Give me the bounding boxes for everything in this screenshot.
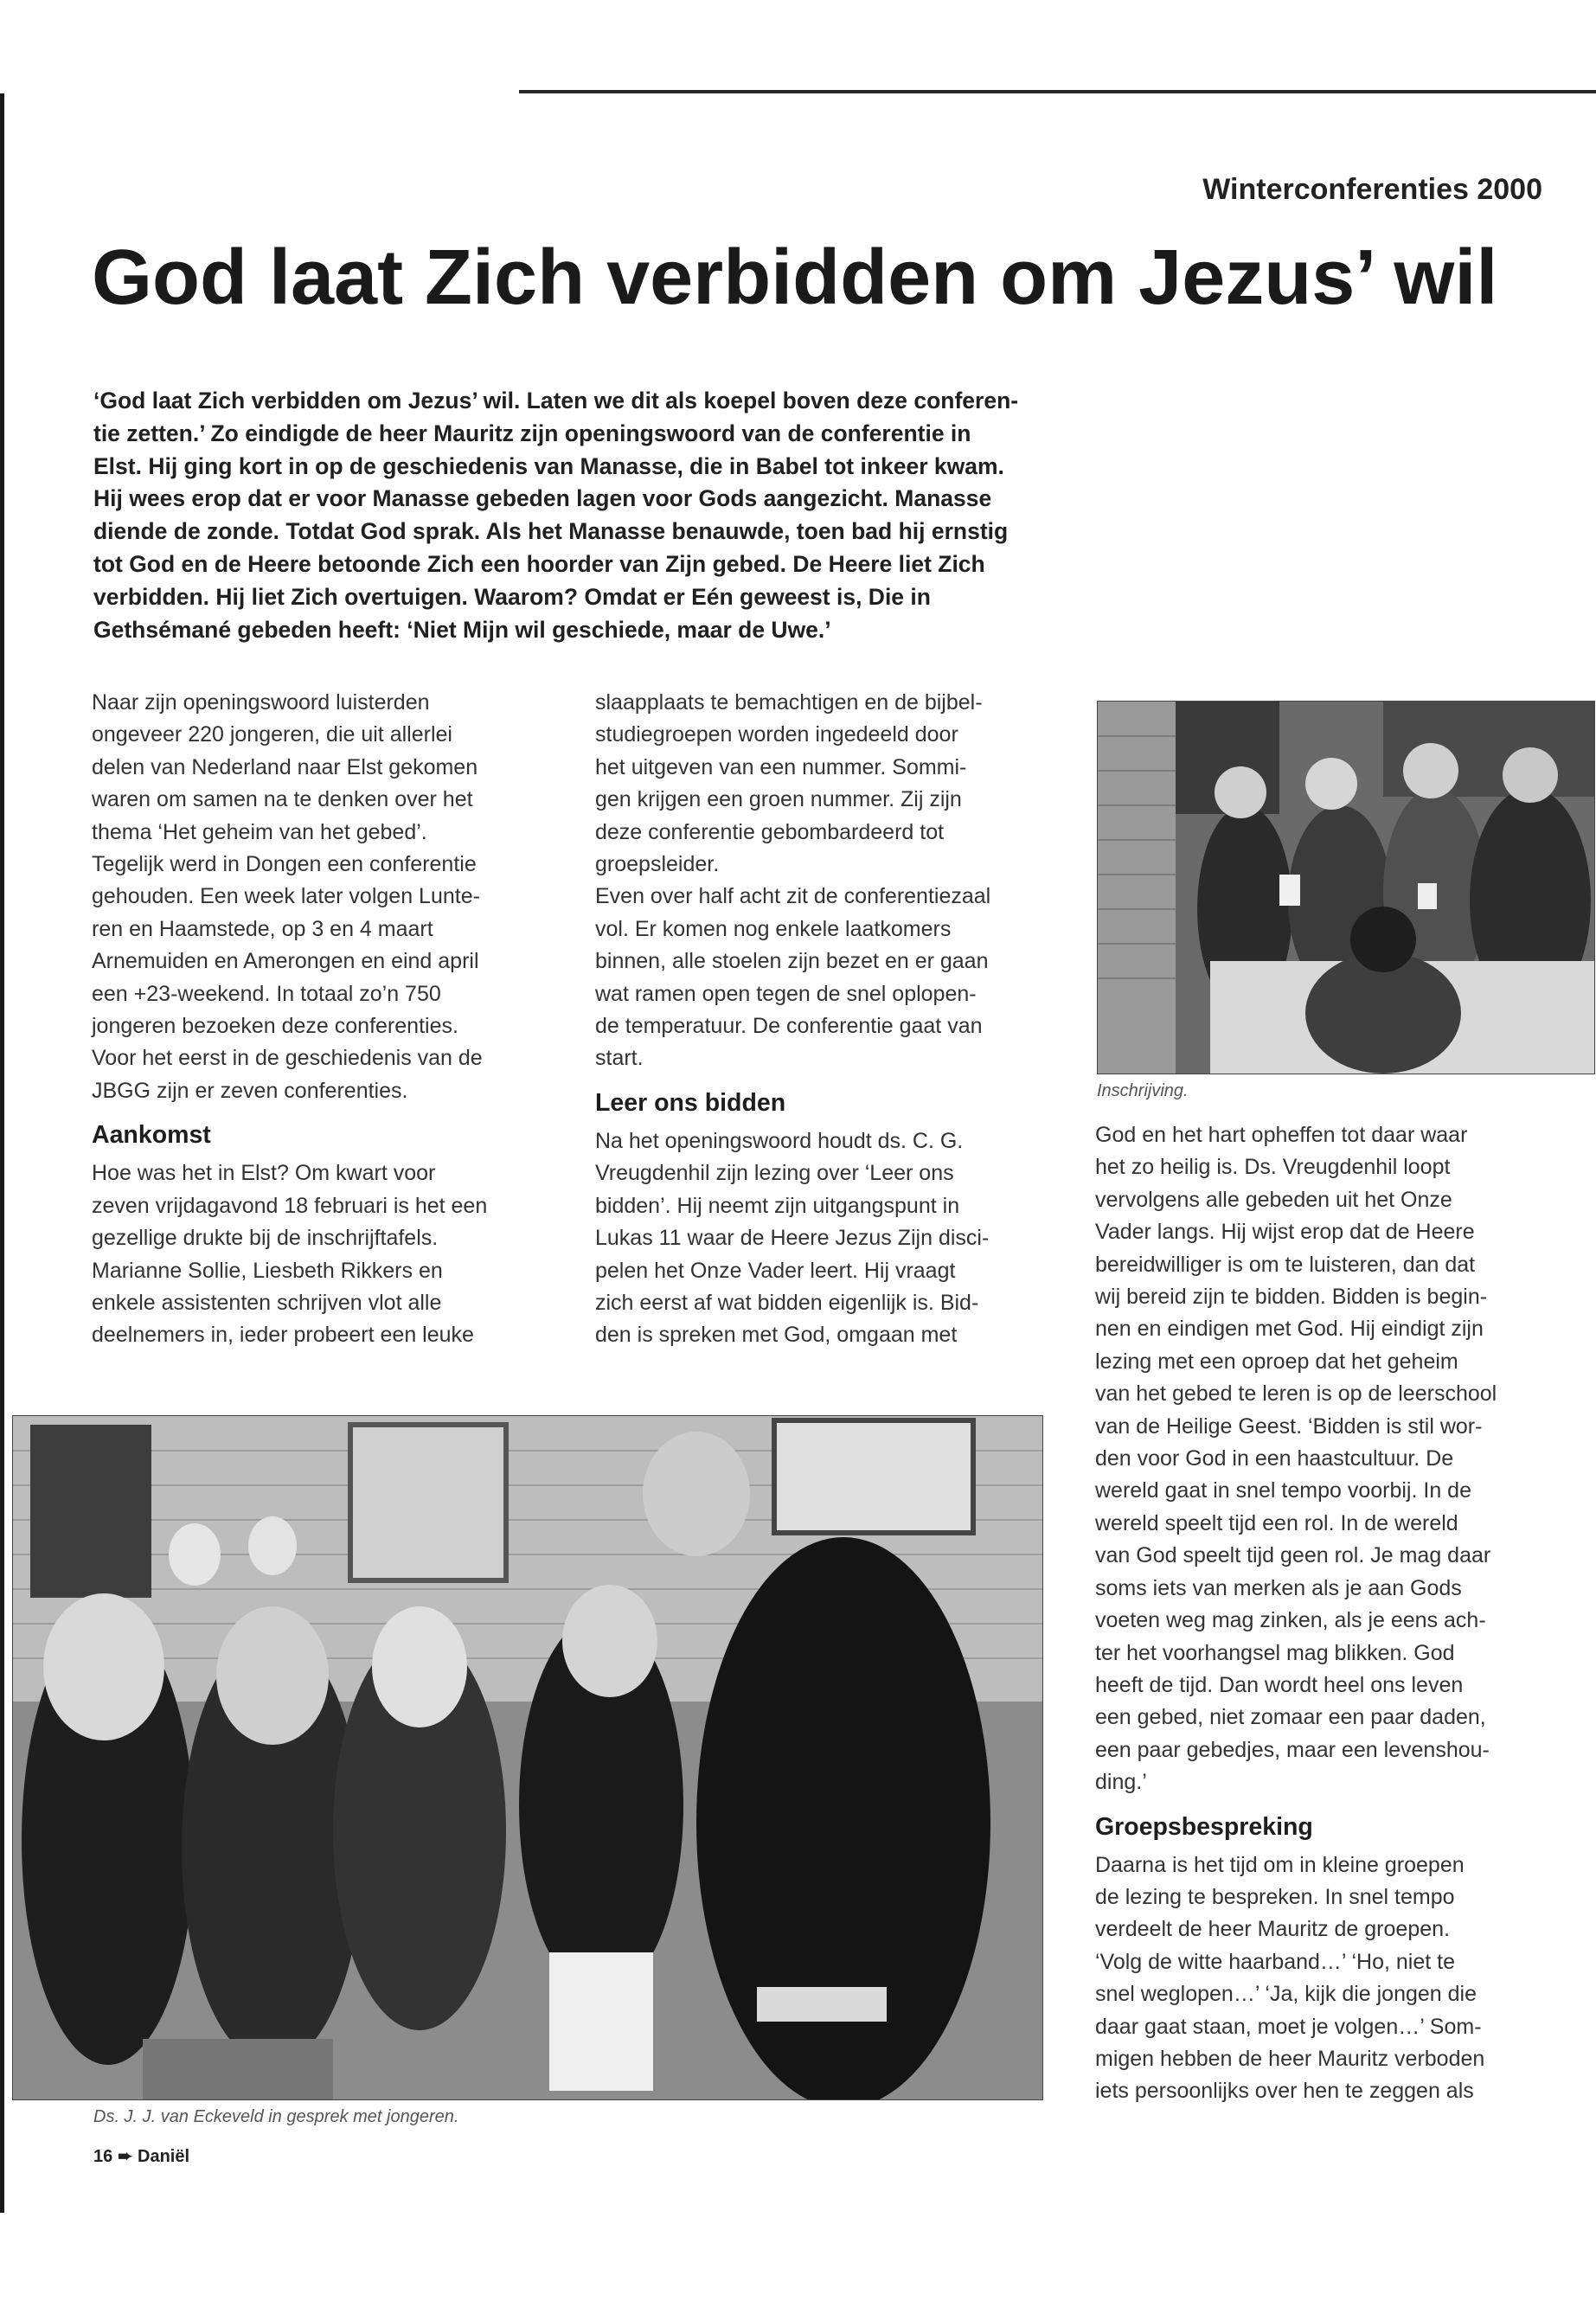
text-line: daar gaat staan, moet je volgen…’ Som-	[1095, 2014, 1482, 2039]
text-line: Hoe was het in Elst? Om kwart voor	[92, 1161, 436, 1186]
text-line: gehouden. Een week later volgen Lunte-	[92, 884, 480, 909]
text-line: start.	[595, 1046, 644, 1071]
text-line: binnen, alle stoelen zijn bezet en er gaan	[595, 949, 989, 974]
text-line: Arnemuiden en Amerongen en eind april	[92, 949, 479, 974]
photo-registration	[1097, 701, 1595, 1074]
text-line: den is spreken met God, omgaan met	[595, 1323, 958, 1348]
scan-edge-left	[0, 93, 4, 2213]
lead-line: Elst. Hij ging kort in op de geschiedenis van Manasse, die in Babel tot inkeer kwam.	[93, 452, 1004, 479]
headline: God laat Zich verbidden om Jezus’ wil	[92, 234, 1498, 321]
text-line: Naar zijn openingswoord luisterden	[92, 690, 430, 715]
lead-line: Hij wees erop dat er voor Manasse gebeden lagen voor Gods aangezicht. Manasse	[93, 485, 992, 512]
text-line: ding.’	[1095, 1770, 1147, 1795]
page-footer	[93, 2145, 189, 2167]
text-line: bidden’. Hij neemt zijn uitgangspunt in	[595, 1193, 960, 1218]
text-line: gen krijgen een groen nummer. Zij zijn	[595, 787, 962, 812]
text-line: snel weglopen…’ ‘Ja, kijk die jongen die	[1095, 1982, 1477, 2007]
text-line: Voor het eerst in de geschiedenis van de	[92, 1046, 483, 1071]
text-line: wereld speelt tijd een rol. In de wereld	[1095, 1510, 1458, 1535]
text-line: den voor God in een haastcultuur. De	[1095, 1446, 1454, 1471]
text-line: Daarna is het tijd om in kleine groepen	[1095, 1852, 1465, 1877]
text-line: God en het hart opheffen tot daar waar	[1095, 1123, 1468, 1147]
text-line: vervolgens alle gebeden uit het Onze	[1095, 1187, 1452, 1212]
text-line: Even over half acht zit de conferentiezaal	[595, 884, 991, 909]
text-line: groepsleider.	[595, 852, 720, 877]
subheading-aankomst: Aankomst	[92, 1121, 211, 1150]
text-line: ren en Haamstede, op 3 en 4 maart	[92, 916, 433, 941]
text-line: lezing met een oproep dat het geheim	[1095, 1349, 1458, 1374]
text-line: waren om samen na te denken over het	[92, 787, 473, 812]
text-line: van de Heilige Geest. ‘Bidden is stil wor-	[1095, 1413, 1483, 1439]
text-line: deze conferentie gebombardeerd tot	[595, 819, 945, 844]
text-line: bereidwilliger is om te luisteren, dan dat	[1095, 1252, 1476, 1277]
text-line: wij bereid zijn te bidden. Bidden is begin-	[1095, 1285, 1488, 1310]
page-number: 16	[93, 2147, 113, 2166]
text-line: slaapplaats te bemachtigen en de bijbel-	[595, 690, 983, 715]
photo-conversation	[12, 1415, 1043, 2100]
text-line: een gebed, niet zomaar een paar daden,	[1095, 1705, 1486, 1730]
text-line: enkele assistenten schrijven vlot alle	[92, 1290, 442, 1315]
text-line: ongeveer 220 jongeren, die uit allerlei	[92, 722, 452, 747]
text-line: het uitgeven van een nummer. Sommi-	[595, 754, 967, 779]
text-line: Marianne Sollie, Liesbeth Rikkers en	[92, 1258, 443, 1283]
lead-paragraph	[93, 385, 1036, 646]
lead-line: Gethsémané gebeden heeft: ‘Niet Mijn wil geschiede, maar de Uwe.’	[93, 616, 831, 643]
lead-line: tie zetten.’ Zo eindigde de heer Mauritz zijn openingswoord van de conferentie in	[93, 420, 971, 446]
text-line: verdeelt de heer Mauritz de groepen.	[1095, 1917, 1450, 1942]
text-line: Na het openingswoord houdt ds. C. G.	[595, 1128, 964, 1153]
subheading-leer-ons-bidden: Leer ons bidden	[595, 1088, 786, 1117]
text-line: deelnemers in, ieder probeert een leuke	[92, 1323, 474, 1348]
arrow-icon: ➨	[118, 2147, 133, 2166]
text-line: wereld gaat in snel tempo voorbij. In de	[1095, 1478, 1471, 1503]
column-3	[1095, 1119, 1562, 2108]
lead-line: ‘God laat Zich verbidden om Jezus’ wil. Laten we dit als koepel boven deze conferen-	[93, 388, 1019, 413]
text-line: soms iets van merken als je aan Gods	[1095, 1575, 1462, 1600]
text-line: een paar gebedjes, maar een levenshou-	[1095, 1737, 1490, 1762]
text-line: studiegroepen worden ingedeeld door	[595, 722, 958, 747]
text-line: heeft de tijd. Dan wordt heel ons leven	[1095, 1672, 1464, 1697]
text-line: Vreugdenhil zijn lezing over ‘Leer ons	[595, 1161, 954, 1186]
subheading-groepsbespreking: Groepsbespreking	[1095, 1812, 1313, 1841]
text-line: het zo heilig is. Ds. Vreugdenhil loopt	[1095, 1155, 1451, 1180]
text-line: vol. Er komen nog enkele laatkomers	[595, 916, 952, 941]
lead-line: verbidden. Hij liet Zich overtuigen. Waarom? Omdat er Eén geweest is, Die in	[93, 583, 931, 610]
text-line: van God speelt tijd geen rol. Je mag daar	[1095, 1543, 1491, 1568]
caption-registration: Inschrijving.	[1097, 1081, 1189, 1100]
text-line: Vader langs. Hij wijst erop dat de Heere	[1095, 1220, 1475, 1245]
text-line: ter het voorhangsel mag blikken. God	[1095, 1640, 1455, 1665]
text-line: gezellige drukte bij de inschrijftafels.	[92, 1226, 439, 1251]
column-1	[92, 687, 559, 1352]
text-line: zeven vrijdagavond 18 februari is het een	[92, 1193, 488, 1218]
text-line: delen van Nederland naar Elst gekomen	[92, 754, 478, 779]
text-line: de lezing te bespreken. In snel tempo	[1095, 1884, 1455, 1909]
column-2	[595, 687, 1062, 1352]
lead-line: diende de zonde. Totdat God sprak. Als het Manasse benauwde, toen bad hij ernstig	[93, 518, 1009, 545]
text-line: de temperatuur. De conferentie gaat van	[595, 1014, 983, 1039]
scan-edge-top	[519, 90, 1596, 93]
text-line: iets persoonlijks over hen te zeggen als	[1095, 2079, 1474, 2104]
text-line: migen hebben de heer Mauritz verboden	[1095, 2046, 1485, 2071]
section-label: Winterconferenties 2000	[1202, 173, 1542, 206]
text-line: een +23-weekend. In totaal zo’n 750	[92, 981, 441, 1006]
text-line: voeten weg mag zinken, als je eens ach-	[1095, 1608, 1486, 1633]
text-line: Lukas 11 waar de Heere Jezus Zijn disci-	[595, 1226, 990, 1251]
text-line: JBGG zijn er zeven conferenties.	[92, 1078, 408, 1103]
text-line: pelen het Onze Vader leert. Hij vraagt	[595, 1258, 956, 1283]
caption-conversation: Ds. J. J. van Eckeveld in gesprek met jongeren.	[93, 2107, 459, 2126]
text-line: ‘Volg de witte haarband…’ ‘Ho, niet te	[1095, 1949, 1455, 1974]
text-line: wat ramen open tegen de snel oplopen-	[595, 981, 977, 1006]
text-line: jongeren bezoeken deze conferenties.	[92, 1014, 458, 1039]
magazine-name: Daniël	[138, 2147, 190, 2166]
text-line: thema ‘Het geheim van het gebed’.	[92, 819, 427, 844]
text-line: van het gebed te leren is op de leerschool	[1095, 1381, 1497, 1407]
text-line: zich eerst af wat bidden eigenlijk is. Bid-	[595, 1290, 979, 1315]
text-line: Tegelijk werd in Dongen een conferentie	[92, 852, 477, 877]
lead-line: tot God en de Heere betoonde Zich een hoorder van Zijn gebed. De Heere liet Zich	[93, 550, 985, 577]
text-line: nen en eindigen met God. Hij eindigt zijn	[1095, 1317, 1484, 1342]
